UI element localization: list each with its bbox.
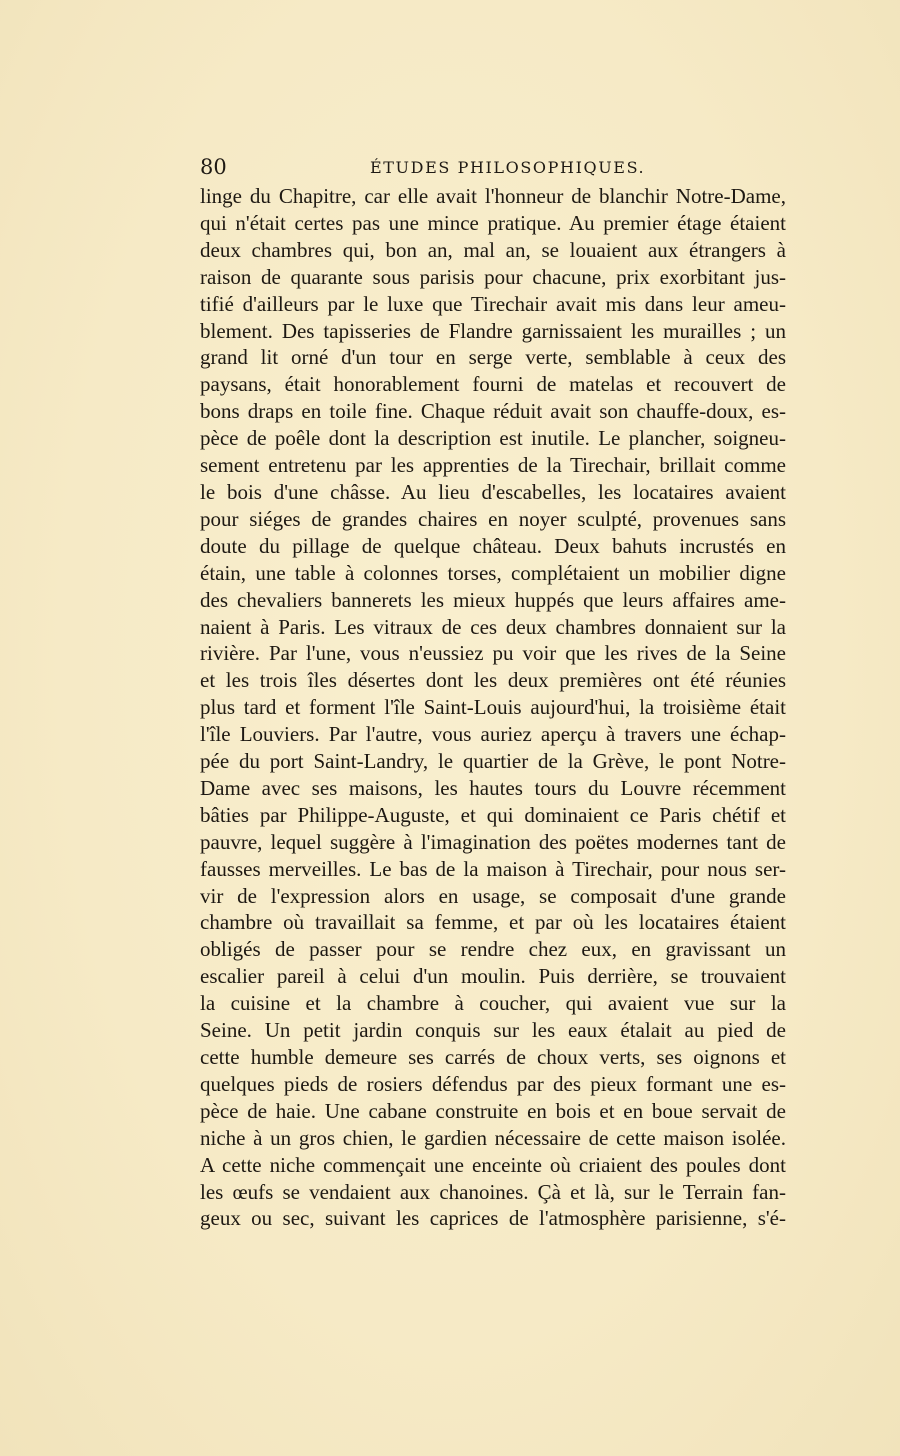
text-line: plus tard et forment l'île Saint-Louis aujourd'hui, la troisième était <box>200 695 786 720</box>
text-line: escalier pareil à celui d'un moulin. Puis derrière, se trouvaient <box>200 964 786 989</box>
text-line: naient à Paris. Les vitraux de ces deux chambres donnaient sur la <box>200 614 786 639</box>
text-line: obligés de passer pour se rendre chez eux, en gravissant un <box>200 937 786 962</box>
text-line: grand lit orné d'un tour en serge verte, semblable à ceux des <box>200 345 786 370</box>
text-line: sement entretenu par les apprenties de la Tirechair, brillait comme <box>200 453 786 478</box>
text-line: le bois d'une châsse. Au lieu d'escabelles, les locataires avaient <box>200 479 786 504</box>
body-text <box>200 183 786 1232</box>
text-line: bâties par Philippe-Auguste, et qui dominaient ce Paris chétif et <box>200 802 786 827</box>
text-line: vir de l'expression alors en usage, se composait d'une grande <box>200 883 786 908</box>
text-line: doute du pillage de quelque château. Deux bahuts incrustés en <box>200 533 786 558</box>
text-line: étain, une table à colonnes torses, complétaient un mobilier digne <box>200 560 786 585</box>
text-line: linge du Chapitre, car elle avait l'honneur de blanchir Notre-Dame, <box>200 184 786 208</box>
text-line: niche à un gros chien, le gardien nécessaire de cette maison isolée. <box>200 1125 786 1150</box>
text-line: tifié d'ailleurs par le luxe que Tirechair avait mis dans leur ameu- <box>200 291 786 316</box>
text-line: fausses merveilles. Le bas de la maison à Tirechair, pour nous ser- <box>200 856 786 881</box>
text-line: raison de quarante sous parisis pour chacune, prix exorbitant jus- <box>200 264 786 289</box>
text-line: cette humble demeure ses carrés de choux verts, ses oignons et <box>200 1045 786 1069</box>
text-line: quelques pieds de rosiers défendus par des pieux formant une es- <box>200 1071 786 1096</box>
text-line: chambre où travaillait sa femme, et par où les locataires étaient <box>200 910 786 935</box>
text-line: deux chambres qui, bon an, mal an, se louaient aux étrangers à <box>200 237 786 262</box>
page-header <box>200 152 786 182</box>
text-line: rivière. Par l'une, vous n'eussiez pu voir que les rives de la Seine <box>200 641 786 666</box>
text-line: Seine. Un petit jardin conquis sur les eaux étalait au pied de <box>200 1018 786 1043</box>
text-line: pée du port Saint-Landry, le quartier de la Grève, le pont Notre- <box>200 749 786 774</box>
text-line: pour siéges de grandes chaires en noyer sculpté, provenues sans <box>200 506 786 531</box>
text-line: pèce de haie. Une cabane construite en bois et en boue servait de <box>200 1098 786 1123</box>
text-line: blement. Des tapisseries de Flandre garnissaient les murailles ; un <box>200 318 786 343</box>
text-line: A cette niche commençait une enceinte où criaient des poules dont <box>200 1152 786 1177</box>
text-line: bons draps en toile fine. Chaque réduit avait son chauffe-doux, es- <box>200 399 786 424</box>
text-line: et les trois îles désertes dont les deux premières ont été réunies <box>200 668 786 693</box>
text-line: geux ou sec, suivant les caprices de l'atmosphère parisienne, s'é- <box>200 1206 786 1231</box>
running-title: ÉTUDES PHILOSOPHIQUES. <box>370 158 646 177</box>
text-line: Dame avec ses maisons, les hautes tours du Louvre récemment <box>200 775 786 800</box>
text-line: pauvre, lequel suggère à l'imagination des poëtes modernes tant de <box>200 829 786 854</box>
text-line: des chevaliers bannerets les mieux huppés que leurs affaires ame- <box>200 587 786 612</box>
text-line: pèce de poêle dont la description est inutile. Le plancher, soigneu- <box>200 426 786 451</box>
page-number: 80 <box>200 155 227 179</box>
text-line: les œufs se vendaient aux chanoines. Çà et là, sur le Terrain fan- <box>200 1179 786 1204</box>
text-line: qui n'était certes pas une mince pratique. Au premier étage étaient <box>200 210 786 235</box>
text-line: l'île Louviers. Par l'autre, vous auriez aperçu à travers une échap- <box>200 722 786 747</box>
text-line: la cuisine et la chambre à coucher, qui avaient vue sur la <box>200 991 786 1016</box>
text-line: paysans, était honorablement fourni de matelas et recouvert de <box>200 372 786 397</box>
